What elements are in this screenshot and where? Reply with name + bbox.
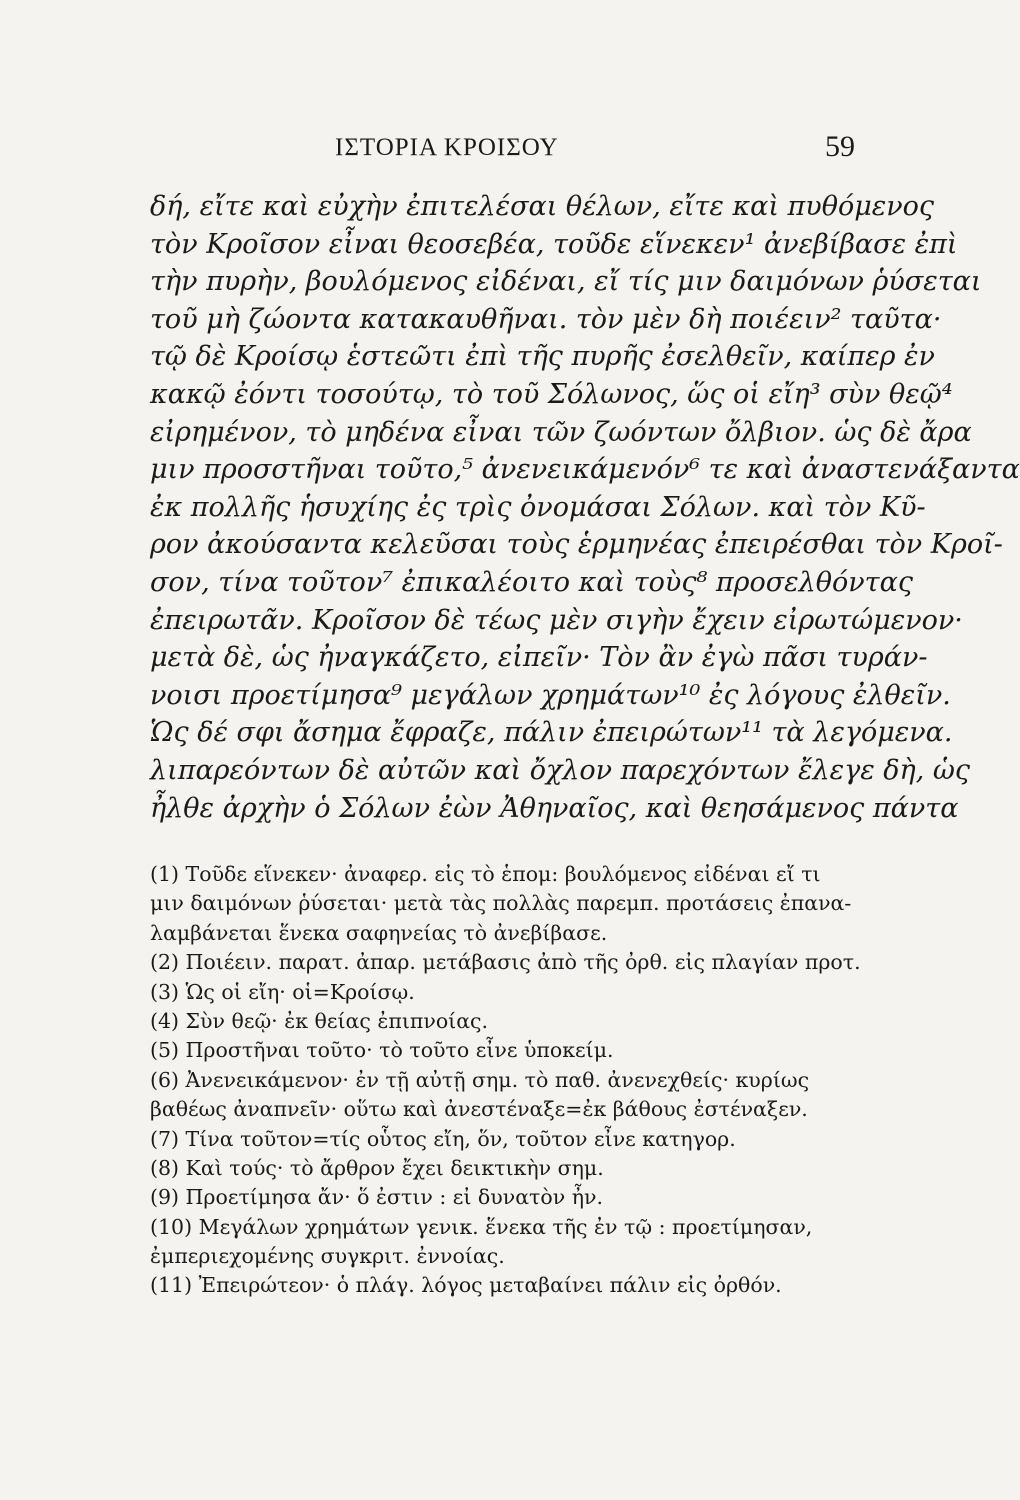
footnote-line: (4) Σὺν θεῷ· ἐκ θείας ἐπιπνοίας.	[150, 1008, 489, 1033]
footnote-line: (2) Ποιέειν. παρατ. ἀπαρ. μετάβασις ἀπὸ τῆς ὀρθ. εἰς πλαγίαν προτ.	[150, 950, 861, 975]
footnote-line: (8) Καὶ τούς· τὸ ἄρθρον ἔχει δεικτικὴν σημ.	[150, 1155, 604, 1180]
footnote-line: βαθέως ἀναπνεῖν· οὕτω καὶ ἀνεστέναξε=ἐκ βάθους ἐστέναξεν.	[150, 1097, 808, 1122]
text-line: ρον ἀκούσαντα κελεῦσαι τοὺς ἑρμηνέας ἐπειρέσθαι τὸν Κροῖ-	[150, 529, 1003, 561]
text-line: δή, εἴτε καὶ εὐχὴν ἐπιτελέσαι θέλων, εἴτε καὶ πυθόμενος	[150, 191, 935, 222]
text-line: τοῦ μὴ ζώοντα κατακαυθῆναι. τὸν μὲν δὴ ποιέειν² ταῦτα·	[150, 303, 942, 335]
text-line: τῷ δὲ Κροίσῳ ἑστεῶτι ἐπὶ τῆς πυρῆς ἐσελθεῖν, καίπερ ἐν	[150, 341, 935, 373]
text-line: σον, τίνα τοῦτον⁷ ἐπικαλέοιτο καὶ τοὺς⁸ προσελθόντας	[150, 566, 913, 598]
footnote-line: (6) Ἀνενεικάμενον· ἐν τῇ αὐτῇ σημ. τὸ παθ. ἀνενεχθείς· κυρίως	[150, 1067, 810, 1092]
footnote-line: (9) Προετίμησα ἄν· ὅ ἐστιν : εἰ δυνατὸν ἦν.	[150, 1185, 603, 1210]
footnote-line: ἐμπεριεχομένης συγκριτ. ἐννοίας.	[150, 1244, 505, 1269]
footnote-line: (10) Μεγάλων χρημάτων γενικ. ἕνεκα τῆς ἐν τῷ : προετίμησαν,	[150, 1214, 813, 1239]
running-header	[150, 130, 855, 170]
footnote-line: μιν δαιμόνων ῥύσεται· μετὰ τὰς πολλὰς παρεμπ. προτάσεις ἐπανα-	[150, 891, 852, 916]
text-line: λιπαρεόντων δὲ αὐτῶν καὶ ὄχλον παρεχόντων ἔλεγε δὴ, ὡς	[150, 754, 971, 786]
text-line: νοισι προετίμησα⁹ μεγάλων χρημάτων¹⁰ ἐς λόγους ἐλθεῖν.	[150, 679, 951, 711]
footnote-line: (5) Προστῆναι τοῦτο· τὸ τοῦτο εἶνε ὑποκείμ.	[150, 1038, 614, 1063]
running-title: ΙΣΤΟΡΙΑ ΚΡΟΙΣΟΥ	[335, 134, 559, 161]
text-line: ἦλθε ἀρχὴν ὁ Σόλων ἐὼν Ἀθηναῖος, καὶ θεησάμενος πάντα	[150, 792, 959, 824]
footnote-line: λαμβάνεται ἕνεκα σαφηνείας τὸ ἀνεβίβασε.	[150, 920, 608, 945]
text-line: μιν προσστῆναι τοῦτο,⁵ ἀνενεικάμενόν⁶ τε καὶ ἀναστενάξαντα	[150, 454, 1020, 486]
main-text	[150, 188, 1020, 827]
footnote-line: (7) Τίνα τοῦτον=τίς οὗτος εἴη, ὅν, τοῦτον εἶνε κατηγορ.	[150, 1126, 736, 1151]
footnote-line: (1) Τοῦδε εἵνεκεν· ἀναφερ. εἰς τὸ ἑπομ: βουλόμενος εἰδέναι εἴ τι	[150, 862, 821, 886]
footnote-line: (3) Ὡς οἱ εἴη· οἱ=Κροίσῳ.	[150, 979, 415, 1004]
text-line: ἐκ πολλῆς ἡσυχίης ἐς τρὶς ὀνομάσαι Σόλων. καὶ τὸν Κῦ-	[150, 491, 926, 523]
text-line: ἐπειρωτᾶν. Κροῖσον δὲ τέως μὲν σιγὴν ἔχειν εἰρωτώμενον·	[150, 604, 963, 636]
footnotes	[150, 860, 860, 1301]
text-line: κακῷ ἐόντι τοσούτῳ, τὸ τοῦ Σόλωνος, ὥς οἱ εἴη³ σὺν θεῷ⁴	[150, 378, 953, 410]
text-line: τὴν πυρὴν, βουλόμενος εἰδέναι, εἴ τίς μιν δαιμόνων ῥύσεται	[150, 266, 982, 298]
text-line: εἰρημένον, τὸ μηδένα εἶναι τῶν ζωόντων ὄλβιον. ὡς δὲ ἄρα	[150, 416, 972, 448]
text-line: μετὰ δὲ, ὡς ἠναγκάζετο, εἰπεῖν· Τὸν ἂν ἐγὼ πᾶσι τυράν-	[150, 642, 928, 674]
text-line: τὸν Κροῖσον εἶναι θεοσεβέα, τοῦδε εἵνεκεν¹ ἀνεβίβασε ἐπὶ	[150, 228, 958, 260]
text-line: Ὡς δέ σφι ἄσημα ἔφραζε, πάλιν ἐπειρώτων¹¹ τὰ λεγόμενα.	[150, 717, 953, 749]
footnote-line: (11) Ἐπειρώτεον· ὁ πλάγ. λόγος μεταβαίνει πάλιν εἰς ὀρθόν.	[150, 1273, 782, 1298]
page-number: 59	[825, 130, 855, 163]
